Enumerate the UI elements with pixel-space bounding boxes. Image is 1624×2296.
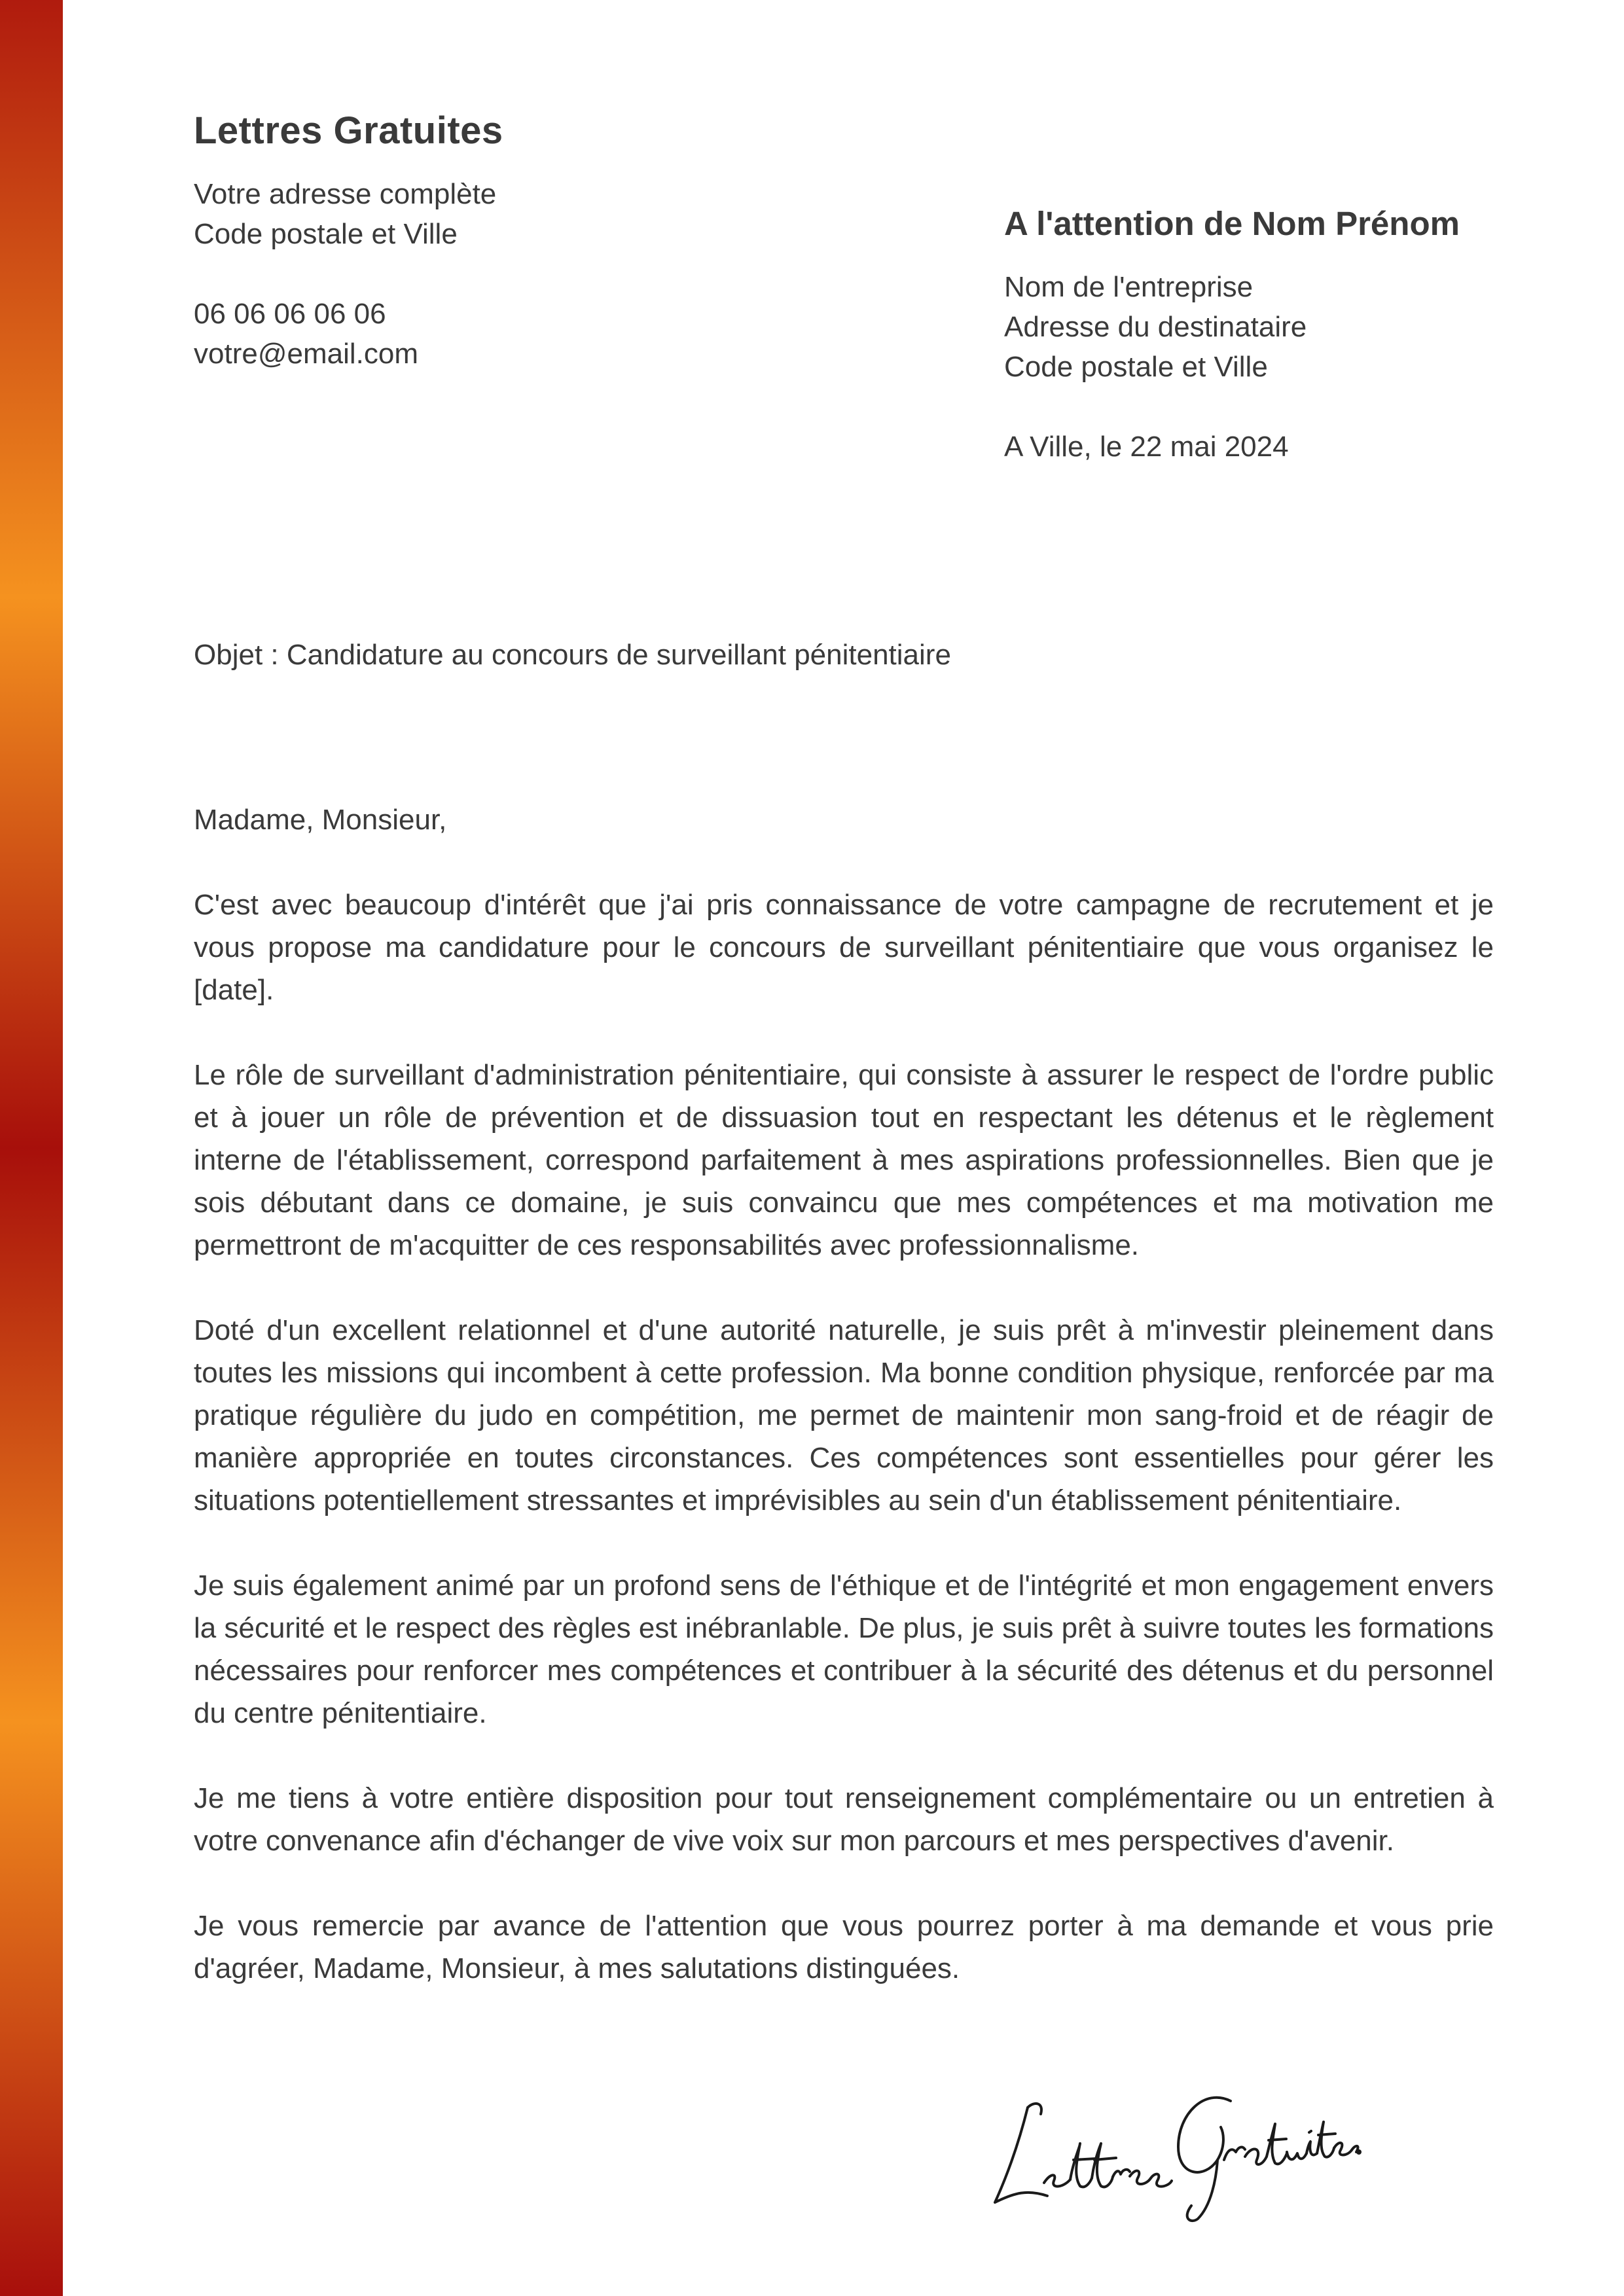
recipient-company: Nom de l'entreprise [1004, 271, 1254, 303]
letter-subject: Objet : Candidature au concours de surveillant pénitentiaire [194, 639, 951, 671]
recipient-attention: A l'attention de Nom Prénom [1004, 205, 1460, 242]
body-paragraph-5: Je me tiens à votre entière disposition pour tout renseignement complémentaire ou un entretien à votre convenance afin d'échanger de vive voix sur mon parcours et mes perspectives d'avenir. [194, 1782, 1494, 1857]
handwritten-signature [982, 2062, 1362, 2225]
body-paragraph-1: C'est avec beaucoup d'intérêt que j'ai pris connaissance de votre campagne de recrutement et je vous propose ma candidature pour le concours de surveillant pénitentiaire que vous organisez le [date]. [194, 889, 1494, 1006]
body-paragraph-2: Le rôle de surveillant d'administration pénitentiaire, qui consiste à assurer le respect de l'ordre public et à jouer un rôle de prévention et de dissuasion tout en respectant les détenus et le règlement interne de l'établissement, correspond parfaitement à mes aspirations professionnelles. Bien que je sois débutant dans ce domaine, je suis convaincu que mes compétences et ma motivation me permettront de m'acquitter de ces responsabilités avec professionnalisme. [194, 1059, 1494, 1261]
body-paragraph-4: Je suis également animé par un profond sens de l'éthique et de l'intégrité et mon engagement envers la sécurité et le respect des règles est inébranlable. De plus, je suis prêt à suivre toutes les formations nécessaires pour renforcer mes compétences et contribuer à la sécurité des détenus et du personnel du centre pénitentiaire. [194, 1570, 1494, 1729]
letter-body [194, 798, 1494, 2032]
recipient-block [1004, 267, 1307, 467]
greeting: Madame, Monsieur, [194, 804, 447, 836]
body-paragraph-6: Je vous remercie par avance de l'attention que vous pourrez porter à ma demande et vous prie d'agréer, Madame, Monsieur, à mes salutations distinguées. [194, 1910, 1494, 1984]
sender-contact-block [194, 174, 496, 374]
place-date: A Ville, le 22 mai 2024 [1004, 431, 1289, 463]
recipient-address: Adresse du destinataire [1004, 311, 1307, 343]
sender-phone: 06 06 06 06 06 [194, 298, 386, 330]
sender-name: Lettres Gratuites [194, 109, 503, 152]
recipient-city: Code postale et Ville [1004, 351, 1268, 383]
sender-address: Votre adresse complète [194, 178, 497, 210]
body-paragraph-3: Doté d'un excellent relationnel et d'une autorité naturelle, je suis prêt à m'investir pleinement dans toutes les missions qui incombent à cette profession. Ma bonne condition physique, renforcée par ma pratique régulière du judo en compétition, me permet de maintenir mon sang-froid et de réagir de manière appropriée en toutes circonstances. Ces compétences sont essentielles pour gérer les situations potentiellement stressantes et imprévisibles au sein d'un établissement pénitentiaire. [194, 1314, 1494, 1516]
sender-city: Code postale et Ville [194, 218, 458, 250]
sender-email: votre@email.com [194, 338, 418, 370]
